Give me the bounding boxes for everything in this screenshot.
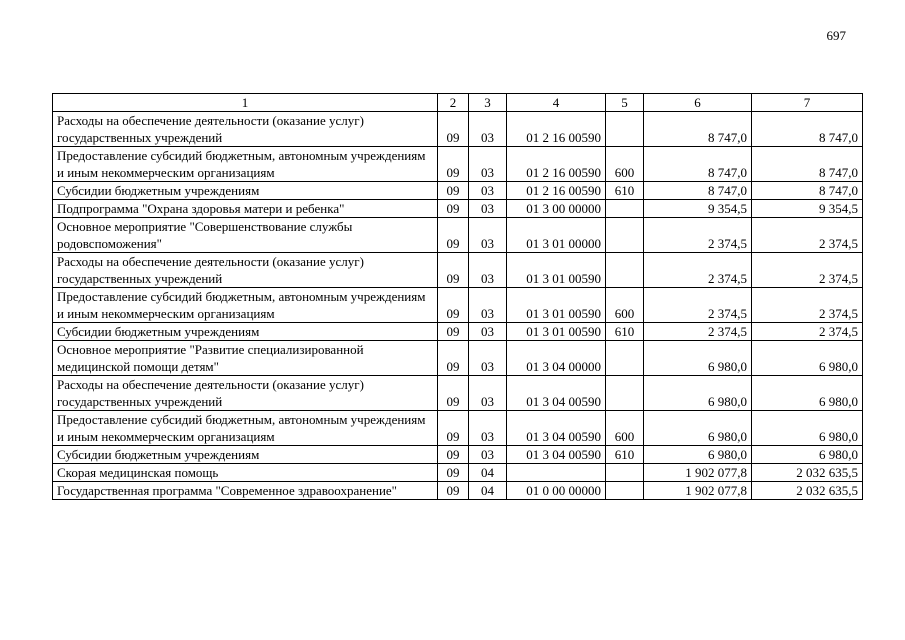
row-name: Предоставление субсидий бюджетным, автономным учреждениям и иным некоммерческим организациям bbox=[53, 147, 438, 182]
row-subsection: 03 bbox=[469, 200, 507, 218]
row-section: 09 bbox=[438, 218, 469, 253]
table-row bbox=[53, 411, 863, 446]
row-expense-type bbox=[606, 112, 644, 147]
row-expense-type bbox=[606, 482, 644, 500]
row-target-item: 01 3 01 00590 bbox=[507, 253, 606, 288]
row-sum-year1: 6 980,0 bbox=[644, 446, 752, 464]
table-row bbox=[53, 182, 863, 200]
row-expense-type bbox=[606, 200, 644, 218]
col-header-name: 1 bbox=[53, 94, 438, 112]
row-subsection: 03 bbox=[469, 112, 507, 147]
row-sum-year2: 9 354,5 bbox=[752, 200, 863, 218]
row-subsection: 03 bbox=[469, 218, 507, 253]
row-sum-year2: 2 032 635,5 bbox=[752, 482, 863, 500]
table-row bbox=[53, 376, 863, 411]
row-sum-year1: 2 374,5 bbox=[644, 218, 752, 253]
row-expense-type bbox=[606, 341, 644, 376]
table-row bbox=[53, 464, 863, 482]
row-sum-year1: 1 902 077,8 bbox=[644, 464, 752, 482]
row-section: 09 bbox=[438, 323, 469, 341]
row-sum-year2: 6 980,0 bbox=[752, 341, 863, 376]
row-target-item: 01 3 04 00000 bbox=[507, 341, 606, 376]
row-subsection: 03 bbox=[469, 323, 507, 341]
row-expense-type bbox=[606, 253, 644, 288]
row-sum-year2: 8 747,0 bbox=[752, 112, 863, 147]
col-header-subsection: 3 bbox=[469, 94, 507, 112]
row-sum-year2: 2 374,5 bbox=[752, 253, 863, 288]
row-target-item: 01 3 01 00000 bbox=[507, 218, 606, 253]
row-sum-year1: 2 374,5 bbox=[644, 288, 752, 323]
col-header-section: 2 bbox=[438, 94, 469, 112]
row-name: Основное мероприятие "Развитие специализированной медицинской помощи детям" bbox=[53, 341, 438, 376]
row-name: Государственная программа "Современное здравоохранение" bbox=[53, 482, 438, 500]
row-sum-year2: 2 374,5 bbox=[752, 288, 863, 323]
row-section: 09 bbox=[438, 182, 469, 200]
row-section: 09 bbox=[438, 341, 469, 376]
budget-table bbox=[52, 93, 863, 500]
col-header-target-item: 4 bbox=[507, 94, 606, 112]
row-name: Расходы на обеспечение деятельности (оказание услуг) государственных учреждений bbox=[53, 253, 438, 288]
row-target-item: 01 2 16 00590 bbox=[507, 147, 606, 182]
row-sum-year2: 8 747,0 bbox=[752, 147, 863, 182]
row-section: 09 bbox=[438, 411, 469, 446]
row-subsection: 03 bbox=[469, 376, 507, 411]
row-expense-type bbox=[606, 464, 644, 482]
row-sum-year1: 2 374,5 bbox=[644, 323, 752, 341]
row-section: 09 bbox=[438, 376, 469, 411]
col-header-expense-type: 5 bbox=[606, 94, 644, 112]
row-section: 09 bbox=[438, 446, 469, 464]
row-subsection: 03 bbox=[469, 446, 507, 464]
row-subsection: 03 bbox=[469, 411, 507, 446]
row-subsection: 03 bbox=[469, 147, 507, 182]
row-subsection: 03 bbox=[469, 288, 507, 323]
row-sum-year2: 2 374,5 bbox=[752, 323, 863, 341]
row-section: 09 bbox=[438, 464, 469, 482]
row-subsection: 04 bbox=[469, 464, 507, 482]
row-expense-type: 600 bbox=[606, 147, 644, 182]
row-subsection: 03 bbox=[469, 182, 507, 200]
row-sum-year1: 2 374,5 bbox=[644, 253, 752, 288]
row-target-item: 01 3 01 00590 bbox=[507, 288, 606, 323]
row-expense-type: 600 bbox=[606, 411, 644, 446]
row-sum-year1: 6 980,0 bbox=[644, 341, 752, 376]
header-row bbox=[53, 94, 863, 112]
table-row bbox=[53, 482, 863, 500]
row-target-item: 01 3 04 00590 bbox=[507, 376, 606, 411]
row-section: 09 bbox=[438, 112, 469, 147]
row-target-item: 01 2 16 00590 bbox=[507, 112, 606, 147]
row-target-item bbox=[507, 464, 606, 482]
row-sum-year1: 9 354,5 bbox=[644, 200, 752, 218]
table-row bbox=[53, 253, 863, 288]
row-sum-year2: 2 032 635,5 bbox=[752, 464, 863, 482]
row-sum-year2: 6 980,0 bbox=[752, 446, 863, 464]
table-row bbox=[53, 341, 863, 376]
row-sum-year2: 2 374,5 bbox=[752, 218, 863, 253]
row-name: Скорая медицинская помощь bbox=[53, 464, 438, 482]
table-row bbox=[53, 147, 863, 182]
row-name: Расходы на обеспечение деятельности (оказание услуг) государственных учреждений bbox=[53, 376, 438, 411]
row-name: Субсидии бюджетным учреждениям bbox=[53, 446, 438, 464]
row-expense-type: 600 bbox=[606, 288, 644, 323]
col-header-sum-year2: 7 bbox=[752, 94, 863, 112]
row-expense-type bbox=[606, 218, 644, 253]
row-target-item: 01 3 01 00590 bbox=[507, 323, 606, 341]
row-subsection: 04 bbox=[469, 482, 507, 500]
col-header-sum-year1: 6 bbox=[644, 94, 752, 112]
row-target-item: 01 2 16 00590 bbox=[507, 182, 606, 200]
row-name: Предоставление субсидий бюджетным, автономным учреждениям и иным некоммерческим организациям bbox=[53, 288, 438, 323]
row-sum-year1: 8 747,0 bbox=[644, 112, 752, 147]
row-sum-year1: 8 747,0 bbox=[644, 182, 752, 200]
row-section: 09 bbox=[438, 288, 469, 323]
page-number: 697 bbox=[826, 28, 846, 43]
row-target-item: 01 3 04 00590 bbox=[507, 411, 606, 446]
row-expense-type: 610 bbox=[606, 182, 644, 200]
row-name: Субсидии бюджетным учреждениям bbox=[53, 182, 438, 200]
row-name: Расходы на обеспечение деятельности (оказание услуг) государственных учреждений bbox=[53, 112, 438, 147]
row-section: 09 bbox=[438, 482, 469, 500]
row-name: Субсидии бюджетным учреждениям bbox=[53, 323, 438, 341]
row-sum-year2: 6 980,0 bbox=[752, 376, 863, 411]
row-sum-year2: 6 980,0 bbox=[752, 411, 863, 446]
table-row bbox=[53, 323, 863, 341]
row-section: 09 bbox=[438, 253, 469, 288]
row-expense-type: 610 bbox=[606, 446, 644, 464]
row-sum-year2: 8 747,0 bbox=[752, 182, 863, 200]
row-target-item: 01 3 00 00000 bbox=[507, 200, 606, 218]
table-row bbox=[53, 200, 863, 218]
table-row bbox=[53, 446, 863, 464]
row-subsection: 03 bbox=[469, 341, 507, 376]
table-row bbox=[53, 218, 863, 253]
row-expense-type bbox=[606, 376, 644, 411]
row-sum-year1: 6 980,0 bbox=[644, 411, 752, 446]
row-section: 09 bbox=[438, 200, 469, 218]
row-subsection: 03 bbox=[469, 253, 507, 288]
table-row bbox=[53, 112, 863, 147]
row-section: 09 bbox=[438, 147, 469, 182]
row-sum-year1: 1 902 077,8 bbox=[644, 482, 752, 500]
row-name: Подпрограмма "Охрана здоровья матери и ребенка" bbox=[53, 200, 438, 218]
row-target-item: 01 3 04 00590 bbox=[507, 446, 606, 464]
row-name: Предоставление субсидий бюджетным, автономным учреждениям и иным некоммерческим организациям bbox=[53, 411, 438, 446]
table-row bbox=[53, 288, 863, 323]
row-target-item: 01 0 00 00000 bbox=[507, 482, 606, 500]
row-sum-year1: 6 980,0 bbox=[644, 376, 752, 411]
row-sum-year1: 8 747,0 bbox=[644, 147, 752, 182]
row-name: Основное мероприятие "Совершенствование службы родовспоможения" bbox=[53, 218, 438, 253]
row-expense-type: 610 bbox=[606, 323, 644, 341]
